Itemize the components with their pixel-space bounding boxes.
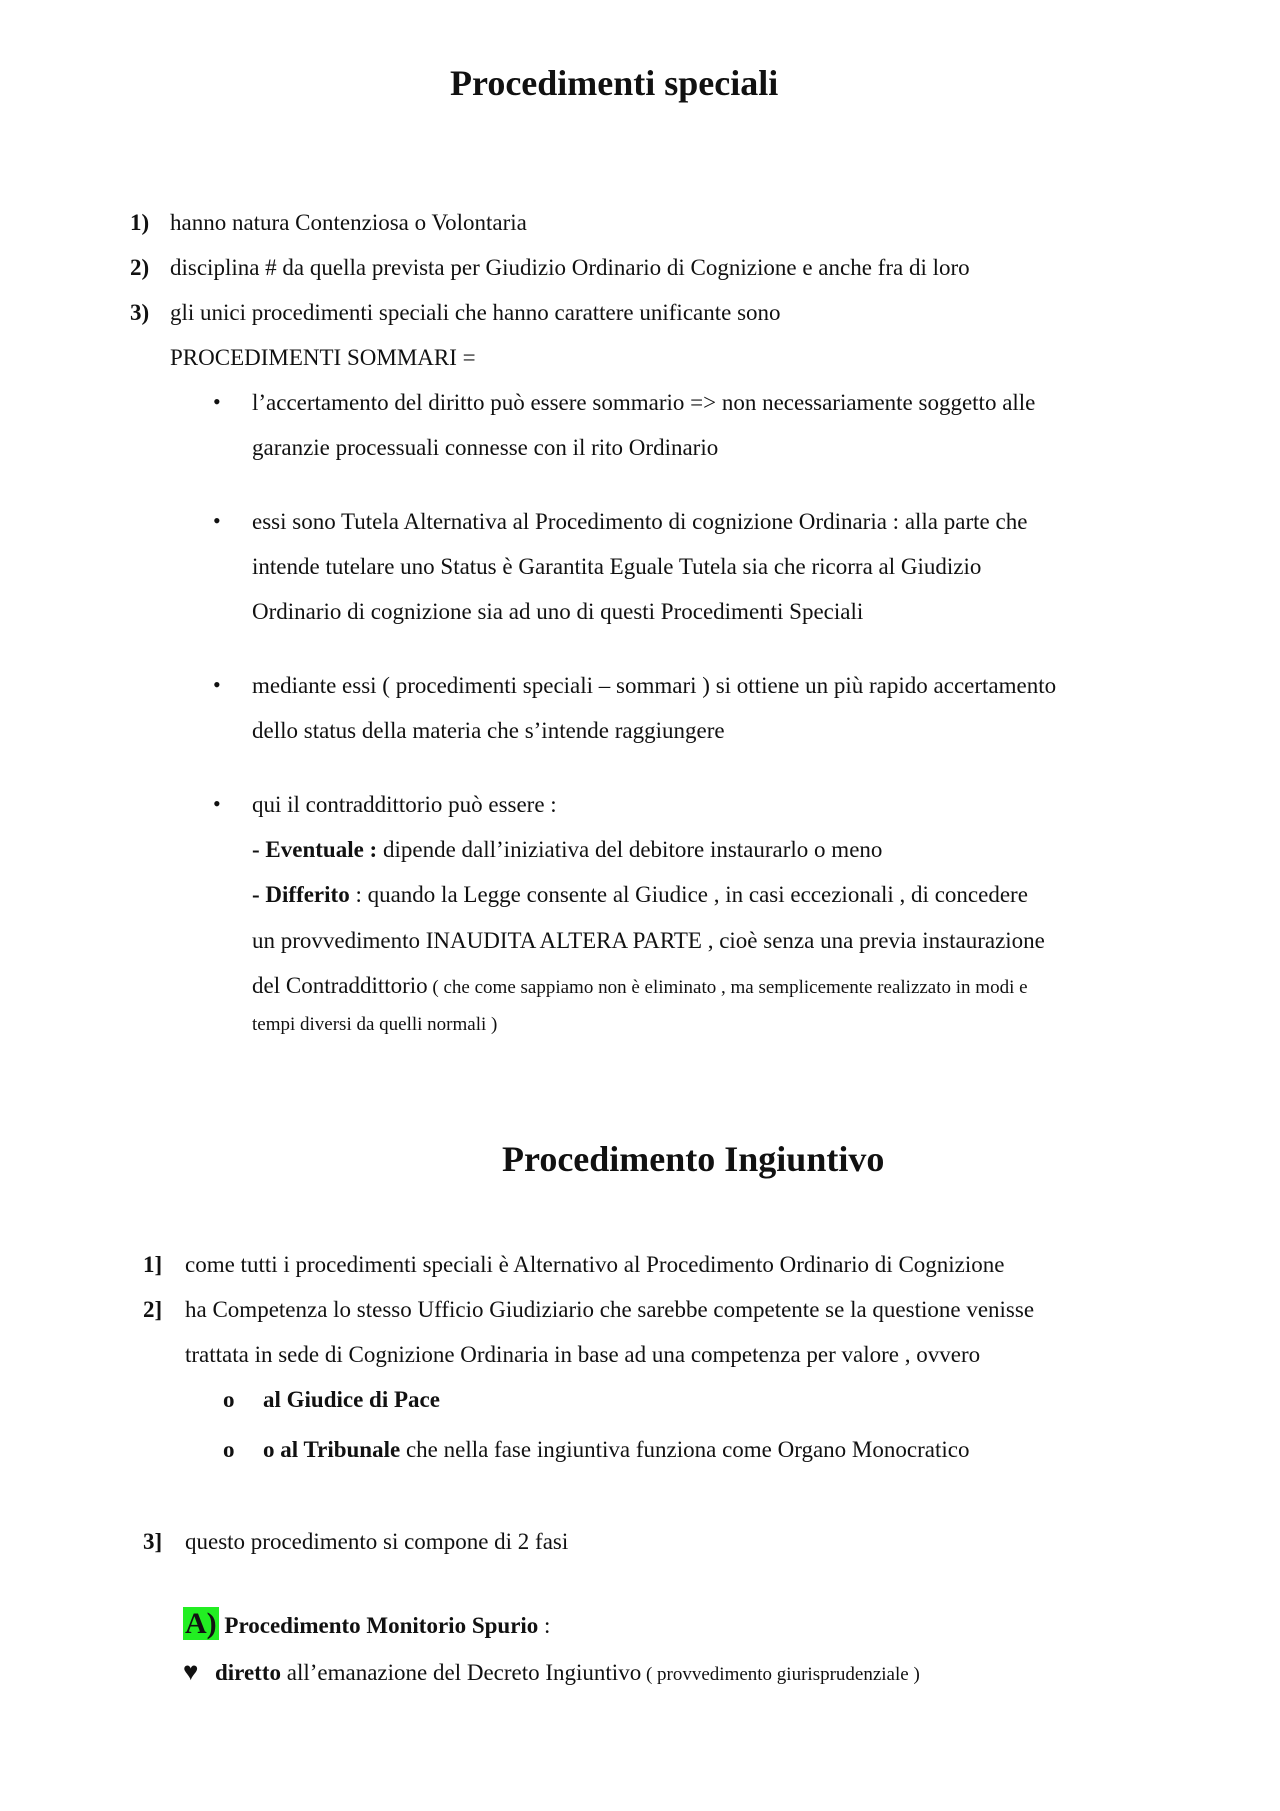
sub-item-text: che nella fase ingiuntiva funziona come Organo Monocratico: [400, 1437, 970, 1462]
phase-a-title: Procedimento Monitorio Spurio: [218, 1613, 539, 1638]
bullet-line: garanzie processuali connesse con il rito Ordinario: [252, 435, 719, 460]
item-text: disciplina # da quella prevista per Giudizio Ordinario di Cognizione e anche fra di loro: [170, 255, 970, 280]
item-text: hanno natura Contenziosa o Volontaria: [170, 210, 527, 235]
item-number: 3]: [143, 1529, 163, 1554]
item-number: 1): [130, 210, 150, 235]
phase-a-note: ( provvedimento giurisprudenziale ): [641, 1664, 920, 1685]
bullet-icon: •: [213, 508, 221, 533]
differito-text: : quando la Legge consente al Giudice , in casi eccezionali , di concedere: [349, 882, 1028, 907]
differito-line: [252, 880, 1028, 910]
phase-a-heading: [183, 1605, 550, 1645]
bullet-line: dello status della materia che s’intende raggiungere: [252, 718, 725, 743]
bullet-icon: •: [213, 672, 221, 697]
phase-a-colon: :: [538, 1613, 551, 1638]
bullet-line: intende tutelare uno Status è Garantita Eguale Tutela sia che ricorra al Giudizio: [252, 554, 982, 579]
item-number: 2): [130, 255, 150, 280]
item-number: 3): [130, 300, 150, 325]
phase-a-line: [215, 1658, 920, 1690]
circle-bullet-icon: o: [223, 1437, 235, 1462]
item-text: questo procedimento si compone di 2 fasi: [185, 1529, 569, 1554]
item-text-continuation: PROCEDIMENTI SOMMARI =: [170, 345, 476, 370]
section-title-procedimenti-speciali: Procedimenti speciali: [450, 63, 779, 103]
eventuale-line: [252, 835, 882, 865]
contraddittorio-note-continuation: tempi diversi da quelli normali ): [252, 1014, 498, 1035]
heart-icon: ♥: [183, 1657, 199, 1686]
section-title-procedimento-ingiuntivo: Procedimento Ingiuntivo: [502, 1139, 885, 1179]
bullet-line: l’accertamento del diritto può essere sommario => non necessariamente soggetto alle: [252, 390, 1036, 415]
sub-item-bold: o al Tribunale: [263, 1437, 401, 1462]
bullet-line: Ordinario di cognizione sia ad uno di questi Procedimenti Speciali: [252, 599, 864, 624]
phase-a-text: all’emanazione del Decreto Ingiuntivo: [281, 1660, 642, 1685]
sub-item: [263, 1385, 440, 1415]
eventuale-label: - Eventuale :: [252, 837, 378, 862]
differito-label: - Differito: [252, 882, 350, 907]
bullet-icon: •: [213, 389, 221, 414]
contraddittorio-line: [252, 971, 1028, 1003]
item-number: 2]: [143, 1297, 163, 1322]
item-text: gli unici procedimenti speciali che hanno carattere unificante sono: [170, 300, 781, 325]
bullet-line: un provvedimento INAUDITA ALTERA PARTE , cioè senza una previa instaurazione: [252, 928, 1045, 953]
item-text-continuation: trattata in sede di Cognizione Ordinaria in base ad una competenza per valore , ovvero: [185, 1342, 981, 1367]
phase-a-label: A): [185, 1607, 217, 1640]
item-text: ha Competenza lo stesso Ufficio Giudiziario che sarebbe competente se la questione venisse: [185, 1297, 1035, 1322]
circle-bullet-icon: o: [223, 1387, 235, 1412]
bullet-line: qui il contraddittorio può essere :: [252, 792, 557, 817]
phase-a-bold: diretto: [215, 1660, 282, 1685]
contraddittorio-note: ( che come sappiamo non è eliminato , ma semplicemente realizzato in modi e: [427, 977, 1028, 998]
bullet-line: mediante essi ( procedimenti speciali – sommari ) si ottiene un più rapido accertamento: [252, 673, 1057, 698]
bullet-line: essi sono Tutela Alternativa al Procedimento di cognizione Ordinaria : alla parte che: [252, 509, 1028, 534]
bullet-icon: •: [213, 791, 221, 816]
item-text: come tutti i procedimenti speciali è Alternativo al Procedimento Ordinario di Cognizione: [185, 1252, 1005, 1277]
contraddittorio-text: del Contraddittorio: [252, 973, 428, 998]
eventuale-text: dipende dall’iniziativa del debitore instaurarlo o meno: [377, 837, 883, 862]
sub-item-bold: al Giudice di Pace: [263, 1387, 440, 1412]
sub-item: [263, 1435, 969, 1465]
item-number: 1]: [143, 1252, 163, 1277]
